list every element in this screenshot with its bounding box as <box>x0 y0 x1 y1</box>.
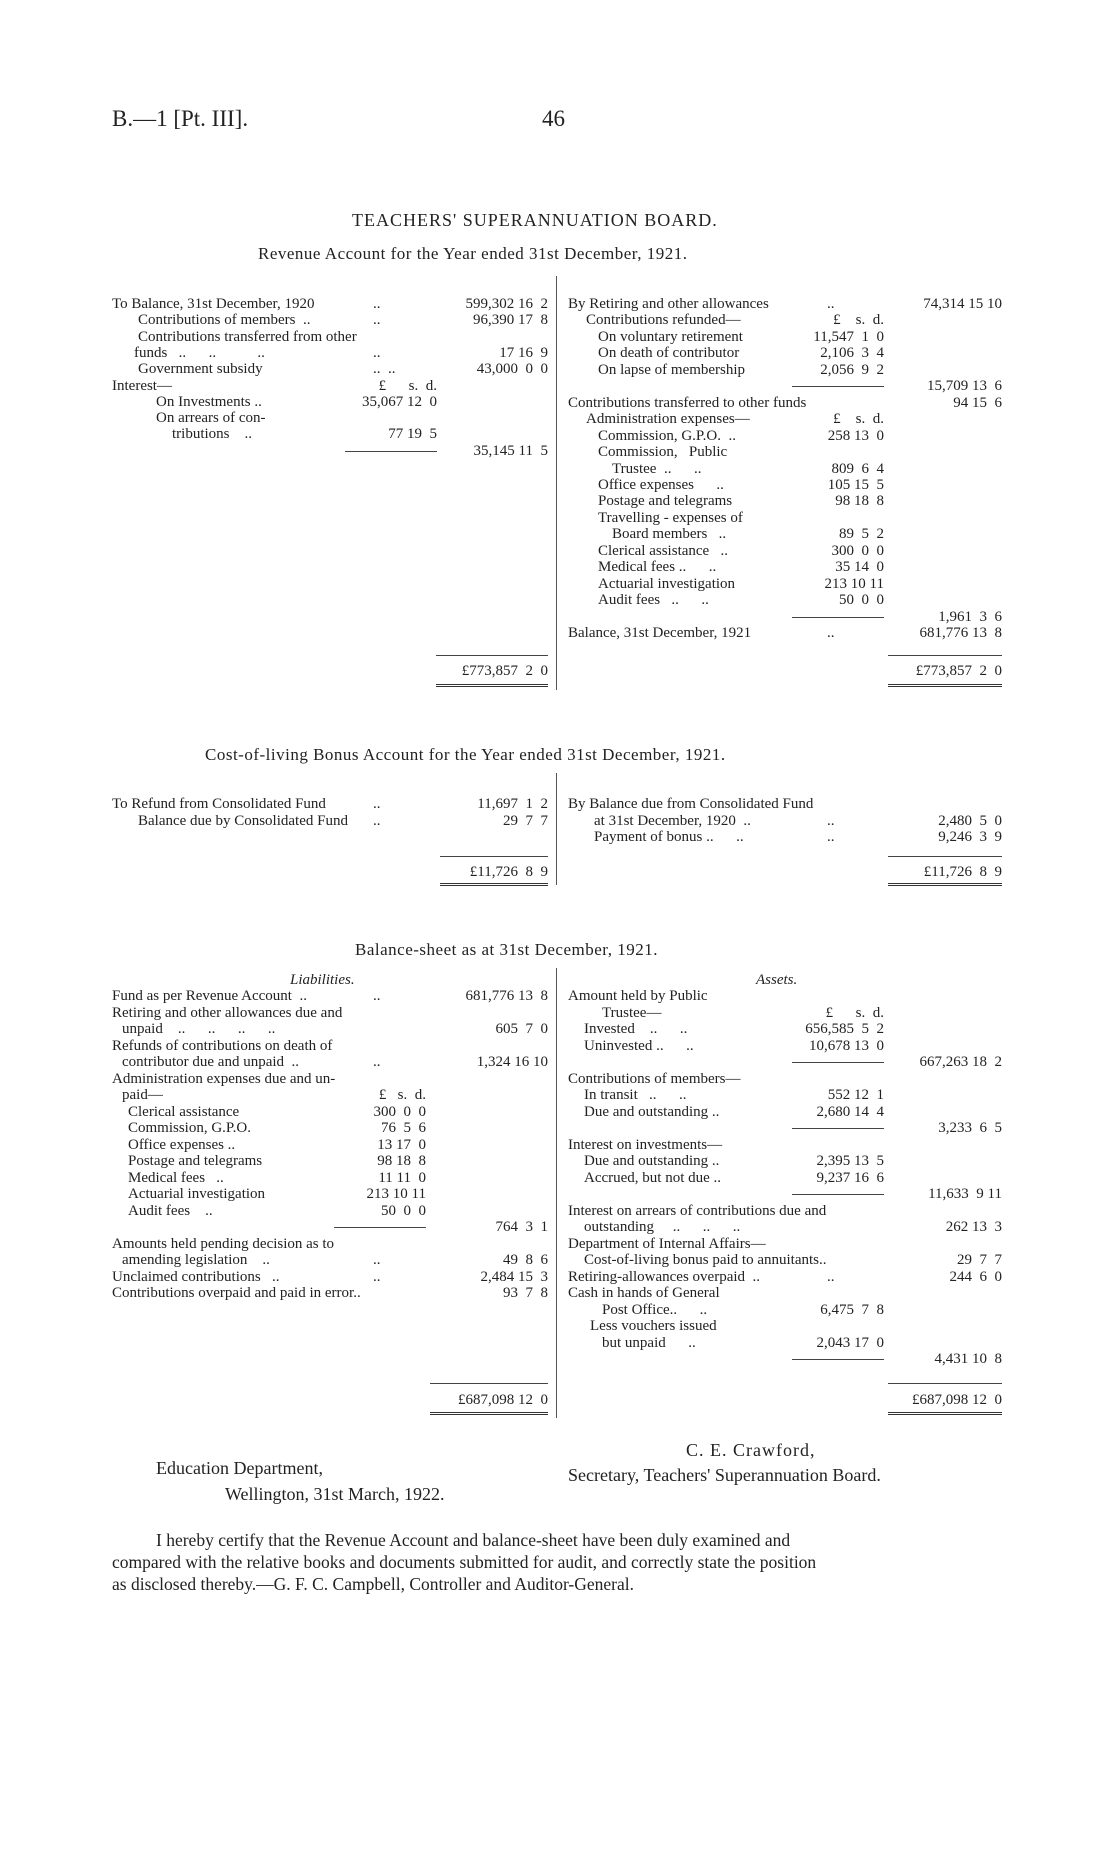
entry-label: Clerical assistance <box>128 1103 240 1120</box>
entry-label: Invested .. .. <box>584 1021 688 1037</box>
total-rule <box>888 655 1002 656</box>
total-rule <box>430 1383 548 1384</box>
entry-label: at 31st December, 1920 .. <box>594 812 751 829</box>
entry-label: By Balance due from Consolidated Fund <box>568 796 814 812</box>
bonus-left-total: £11,726 8 9 <box>469 864 548 880</box>
sub-amount: 2,680 14 4 <box>816 1103 884 1120</box>
amount: 681,776 13 8 <box>465 988 548 1004</box>
entry-label: Fund as per Revenue Account .. <box>112 988 307 1004</box>
subtotal-rule <box>792 1062 884 1063</box>
entry-label: amending legislation .. <box>122 1252 270 1268</box>
entry-label: Payment of bonus .. .. <box>594 829 744 845</box>
entry-label: tributions .. <box>172 426 253 443</box>
leader-dots: .. <box>373 1252 381 1268</box>
total-rule <box>436 655 548 656</box>
sub-amount: 809 6 4 <box>831 460 884 477</box>
sub-currency-header: £ s. d. <box>825 1004 884 1021</box>
entry-label: Retiring-allowances overpaid .. <box>568 1268 761 1285</box>
leader-dots: .. <box>373 1268 381 1285</box>
entry-label: Contributions refunded— <box>586 312 741 329</box>
entry-label: paid— <box>122 1087 163 1103</box>
leader-dots: .. <box>373 812 381 829</box>
sub-amount: 76 5 6 <box>381 1120 426 1136</box>
entry-label: Actuarial investigation <box>598 575 736 592</box>
sub-amount: 258 13 0 <box>827 427 884 444</box>
entry-label: Travelling - expenses of <box>598 509 743 526</box>
amount: 17 16 9 <box>499 344 548 361</box>
leader-dots: .. <box>827 812 835 829</box>
sub-amount: 9,237 16 6 <box>816 1169 884 1186</box>
entry-label: On arrears of con- <box>156 410 266 427</box>
amount: 3,233 6 5 <box>938 1120 1002 1136</box>
bonus-column-divider <box>556 773 557 885</box>
total-rule <box>888 1383 1002 1384</box>
amount: 11,633 9 11 <box>928 1186 1002 1202</box>
document-reference: B.—1 [Pt. III]. <box>112 106 249 131</box>
entry-label: Commission, Public <box>598 444 728 461</box>
sub-amount: 98 18 8 <box>377 1153 426 1169</box>
amount: 43,000 0 0 <box>476 361 548 378</box>
entry-label: Commission, G.P.O. <box>128 1120 251 1136</box>
leader-dots: .. <box>827 625 835 641</box>
amount: 49 8 6 <box>503 1252 548 1268</box>
entry-label: Office expenses .. <box>128 1136 236 1153</box>
amount: 11,697 1 2 <box>477 796 548 812</box>
subtotal-rule <box>792 1128 884 1129</box>
sub-amount: 35,067 12 0 <box>362 393 437 410</box>
entry-label: Trustee— <box>602 1004 662 1021</box>
entry-label: Commission, G.P.O. .. <box>598 427 736 444</box>
entry-label: Cash in hands of General <box>568 1285 720 1301</box>
assets-total: £687,098 12 0 <box>912 1392 1002 1408</box>
entry-label: On lapse of membership <box>598 361 746 378</box>
sub-amount: 300 0 0 <box>831 542 884 559</box>
total-double-rule <box>888 684 1002 687</box>
entry-label: Contributions transferred from other <box>138 328 357 345</box>
amount: 262 13 3 <box>945 1219 1002 1235</box>
entry-label: Amounts held pending decision as to <box>112 1235 335 1252</box>
place-date-line: Wellington, 31st March, 1922. <box>225 1484 445 1504</box>
sub-amount: 213 10 11 <box>366 1186 426 1202</box>
subtotal-rule <box>345 451 437 452</box>
total-rule <box>888 856 1002 857</box>
sub-amount: 35 14 0 <box>835 559 884 576</box>
entry-label: Administration expenses due and un- <box>112 1070 336 1087</box>
liabilities-total: £687,098 12 0 <box>458 1392 548 1408</box>
amount: 35,145 11 5 <box>473 442 548 459</box>
secretary-role: Secretary, Teachers' Superannuation Board. <box>568 1465 881 1485</box>
amount: 74,314 15 10 <box>923 296 1002 312</box>
entry-label: Interest on investments— <box>568 1136 723 1153</box>
sub-amount: 213 10 11 <box>824 575 884 592</box>
amount: 1,961 3 6 <box>938 608 1002 625</box>
entry-label: Unclaimed contributions .. <box>112 1268 280 1285</box>
entry-label: Trustee .. .. <box>612 460 702 477</box>
entry-label: Audit fees .. .. <box>598 592 709 609</box>
sub-amount: 10,678 13 0 <box>809 1037 884 1054</box>
entry-label: Board members .. <box>612 526 727 543</box>
bonus-account-title: Cost-of-living Bonus Account for the Year ended 31st December, 1921. <box>205 745 726 764</box>
amount: 681,776 13 8 <box>919 625 1002 641</box>
leader-dots: .. <box>373 796 381 812</box>
entry-label: On Investments .. <box>156 393 262 410</box>
amount: 29 7 7 <box>503 812 548 829</box>
leader-dots: .. <box>827 296 835 312</box>
sub-amount: 11 11 0 <box>378 1169 426 1186</box>
sub-amount: 2,395 13 5 <box>816 1153 884 1169</box>
entry-label: Post Office.. .. <box>602 1301 708 1318</box>
sub-amount: 300 0 0 <box>373 1103 426 1120</box>
entry-label: Interest on arrears of contributions due and <box>568 1202 827 1219</box>
total-double-rule <box>888 1412 1002 1415</box>
sub-currency-header: £ s. d. <box>378 1087 426 1103</box>
liabilities-heading: Liabilities. <box>290 972 355 988</box>
amount: 667,263 18 2 <box>919 1054 1002 1070</box>
entry-label: contributor due and unpaid .. <box>122 1054 300 1070</box>
entry-label: Contributions of members .. <box>138 312 311 329</box>
entry-label: Clerical assistance .. <box>598 542 728 559</box>
certificate-line-3: as disclosed thereby.—G. F. C. Campbell, Controller and Auditor-General. <box>112 1574 635 1594</box>
entry-label: Audit fees .. <box>128 1202 213 1219</box>
entry-label: Refunds of contributions on death of <box>112 1037 333 1054</box>
total-rule <box>440 856 548 857</box>
leader-dots: .. <box>373 296 381 312</box>
amount: 94 15 6 <box>953 394 1002 411</box>
certificate-line-2: compared with the relative books and documents submitted for audit, and correctly state the position <box>112 1552 817 1572</box>
entry-label: Uninvested .. .. <box>584 1037 694 1054</box>
leader-dots: .. <box>373 988 381 1004</box>
sub-amount: 2,106 3 4 <box>820 345 884 362</box>
amount: 29 7 7 <box>957 1252 1002 1268</box>
entry-label: Contributions overpaid and paid in error.. <box>112 1285 361 1301</box>
leader-dots: .. <box>373 1054 381 1070</box>
department-line: Education Department, <box>156 1458 323 1478</box>
entry-label: Postage and telegrams <box>128 1153 263 1169</box>
subtotal-rule <box>334 1227 426 1228</box>
entry-label: To Refund from Consolidated Fund <box>112 796 326 812</box>
total-double-rule <box>440 883 548 886</box>
certificate-line-1: I hereby certify that the Revenue Account and balance-sheet have been duly examined and <box>156 1530 791 1550</box>
amount: 4,431 10 8 <box>934 1351 1002 1367</box>
leader-dots: .. <box>827 1268 835 1285</box>
amount: 96,390 17 8 <box>473 312 548 329</box>
entry-label: Less vouchers issued <box>590 1318 717 1334</box>
leader-dots: .. <box>373 312 381 329</box>
entry-label: Due and outstanding .. <box>584 1103 720 1120</box>
entry-label: but unpaid .. <box>602 1334 696 1351</box>
amount: 599,302 16 2 <box>465 296 548 312</box>
subtotal-rule <box>792 1194 884 1195</box>
sub-currency-header: £ s. d. <box>833 411 884 428</box>
entry-label: funds .. .. .. <box>134 344 265 361</box>
entry-label: By Retiring and other allowances <box>568 296 769 312</box>
amount: 15,709 13 6 <box>927 378 1002 395</box>
amount: 605 7 0 <box>495 1021 548 1037</box>
sub-amount: 50 0 0 <box>839 592 884 609</box>
amount: 1,324 16 10 <box>476 1054 548 1070</box>
entry-label: Medical fees .. <box>128 1169 224 1186</box>
sub-amount: 50 0 0 <box>381 1202 426 1219</box>
entry-label: Contributions of members— <box>568 1070 741 1087</box>
entry-label: On voluntary retirement <box>598 328 743 345</box>
entry-label: Office expenses .. <box>598 476 724 493</box>
balance-column-divider <box>556 968 557 1418</box>
entry-label: Cost-of-living bonus paid to annuitants.. <box>584 1252 827 1268</box>
entry-label: Government subsidy <box>138 361 263 378</box>
entry-label: In transit .. .. <box>584 1087 687 1103</box>
amount: 2,484 15 3 <box>480 1268 548 1285</box>
total-double-rule <box>436 684 548 687</box>
subtotal-rule <box>792 386 884 387</box>
revenue-account-title: Revenue Account for the Year ended 31st December, 1921. <box>258 244 688 263</box>
revenue-right-total: £773,857 2 0 <box>915 663 1002 679</box>
total-double-rule <box>888 883 1002 886</box>
board-title: TEACHERS' SUPERANNUATION BOARD. <box>352 210 718 230</box>
amount: 244 6 0 <box>949 1268 1002 1285</box>
revenue-column-divider <box>556 276 557 690</box>
entry-label: To Balance, 31st December, 1920 <box>112 296 315 312</box>
entry-label: Accrued, but not due .. <box>584 1169 722 1186</box>
entry-label: Administration expenses— <box>586 411 750 428</box>
revenue-left-total: £773,857 2 0 <box>461 663 548 679</box>
amount: 93 7 8 <box>503 1285 548 1301</box>
entry-label: Department of Internal Affairs— <box>568 1235 766 1252</box>
subtotal-rule <box>792 617 884 618</box>
amount: 2,480 5 0 <box>938 812 1002 829</box>
leader-dots: .. .. <box>373 361 396 378</box>
entry-label: Contributions transferred to other funds <box>568 394 807 411</box>
leader-dots: .. <box>373 344 381 361</box>
sub-amount: 656,585 5 2 <box>805 1021 884 1037</box>
bonus-right-total: £11,726 8 9 <box>923 864 1002 880</box>
sub-amount: 98 18 8 <box>835 493 884 510</box>
sub-amount: 11,547 1 0 <box>813 328 884 345</box>
total-double-rule <box>430 1412 548 1415</box>
subtotal-rule <box>792 1359 884 1360</box>
sub-amount: 2,056 9 2 <box>820 361 884 378</box>
sub-currency-header: £ s. d. <box>833 312 884 329</box>
page-number: 46 <box>542 106 565 131</box>
entry-label: Medical fees .. .. <box>598 559 717 576</box>
sub-amount: 77 19 5 <box>388 426 437 443</box>
entry-label: unpaid .. .. .. .. <box>122 1021 276 1037</box>
entry-label: Interest— <box>112 377 172 394</box>
sub-amount: 13 17 0 <box>377 1136 426 1153</box>
sub-amount: 552 12 1 <box>827 1087 884 1103</box>
entry-label: Actuarial investigation <box>128 1186 266 1202</box>
entry-label: Amount held by Public <box>568 988 708 1004</box>
entry-label: Due and outstanding .. <box>584 1153 720 1169</box>
balance-sheet-title: Balance-sheet as at 31st December, 1921. <box>355 940 659 959</box>
entry-label: Balance due by Consolidated Fund <box>138 812 348 829</box>
sub-amount: 6,475 7 8 <box>820 1301 884 1318</box>
amount: 764 3 1 <box>495 1219 548 1235</box>
sub-amount: 2,043 17 0 <box>816 1334 884 1351</box>
entry-label: outstanding .. .. .. <box>584 1219 741 1235</box>
entry-label: Postage and telegrams <box>598 493 733 510</box>
assets-heading: Assets. <box>756 972 798 988</box>
leader-dots: .. <box>827 829 835 845</box>
secretary-name: C. E. Crawford, <box>686 1440 816 1460</box>
sub-amount: 89 5 2 <box>839 526 884 543</box>
sub-currency-header: £ s. d. <box>378 377 437 394</box>
entry-label: Balance, 31st December, 1921 <box>568 625 752 641</box>
entry-label: Retiring and other allowances due and <box>112 1004 343 1021</box>
amount: 9,246 3 9 <box>938 829 1002 845</box>
sub-amount: 105 15 5 <box>827 476 884 493</box>
entry-label: On death of contributor <box>598 345 740 362</box>
